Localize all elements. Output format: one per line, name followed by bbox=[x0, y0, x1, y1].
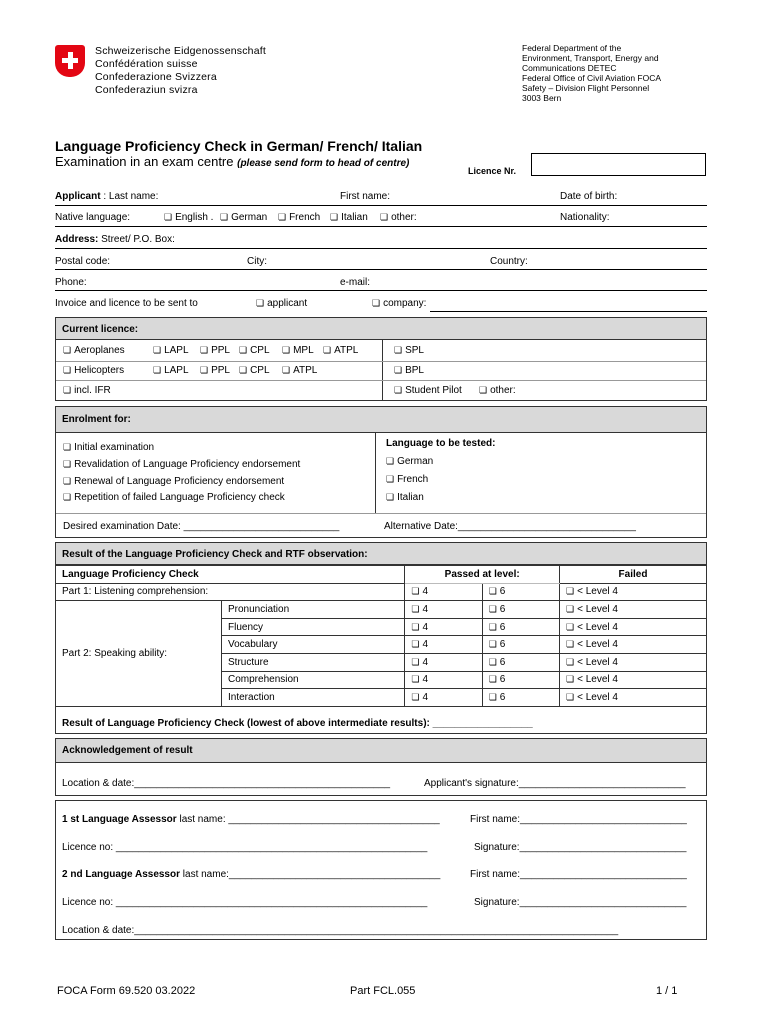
logo-line-1: Schweizerische Eidgenossenschaft bbox=[95, 45, 266, 57]
aero-mpl-checkbox[interactable]: ❏ MPL bbox=[282, 345, 314, 356]
enrolment-heading: Enrolment for: bbox=[56, 407, 706, 433]
renewal-checkbox[interactable]: ❏ Renewal of Language Proficiency endorsement bbox=[63, 476, 284, 487]
pronunciation-level6-checkbox[interactable]: ❏ 6 bbox=[489, 604, 506, 615]
result-table bbox=[55, 565, 707, 707]
skill-label: Pronunciation bbox=[222, 601, 405, 619]
current-licence-section bbox=[55, 317, 707, 401]
licence-nr-field[interactable] bbox=[531, 153, 706, 176]
city-label[interactable]: City: bbox=[247, 256, 267, 267]
form-subtitle: Examination in an exam centre (please send form to head of centre) bbox=[55, 154, 410, 169]
aero-lapl-checkbox[interactable]: ❏ LAPL bbox=[153, 345, 189, 356]
revalidation-checkbox[interactable]: ❏ Revalidation of Language Proficiency endorsement bbox=[63, 459, 300, 470]
invoice-label: Invoice and licence to be sent to bbox=[55, 298, 198, 309]
form-title: Language Proficiency Check in German/ French/ Italian bbox=[55, 138, 423, 154]
aeroplanes-checkbox[interactable]: ❏ Aeroplanes bbox=[63, 345, 125, 356]
test-italian-checkbox[interactable]: ❏ Italian bbox=[386, 492, 424, 503]
postal-code-label[interactable]: Postal code: bbox=[55, 256, 111, 267]
aero-ppl-checkbox[interactable]: ❏ PPL bbox=[200, 345, 230, 356]
test-german-checkbox[interactable]: ❏ German bbox=[386, 456, 433, 467]
native-language-label: Native language: bbox=[55, 212, 131, 223]
vocabulary-level6-checkbox[interactable]: ❏ 6 bbox=[489, 639, 506, 650]
current-licence-heading: Current licence: bbox=[56, 318, 706, 340]
vocabulary-level4-checkbox[interactable]: ❏ 4 bbox=[411, 639, 428, 650]
licence-nr-label: Licence Nr. bbox=[468, 166, 517, 176]
italian-checkbox[interactable]: ❏ Italian bbox=[330, 212, 368, 223]
nationality-label[interactable]: Nationality: bbox=[560, 212, 610, 223]
assessor1-first-name-field[interactable]: First name:______________________________ bbox=[470, 814, 687, 825]
comprehension-level4-checkbox[interactable]: ❏ 4 bbox=[411, 674, 428, 685]
french-checkbox[interactable]: ❏ French bbox=[278, 212, 320, 223]
part1-label: Part 1: Listening comprehension: bbox=[56, 583, 405, 601]
other-language-checkbox[interactable]: ❏ other: bbox=[380, 212, 417, 223]
table-row bbox=[56, 583, 707, 601]
comprehension-failed-checkbox[interactable]: ❏ < Level 4 bbox=[566, 674, 618, 685]
structure-level4-checkbox[interactable]: ❏ 4 bbox=[411, 657, 428, 668]
licence-other-checkbox[interactable]: ❏ other: bbox=[479, 385, 516, 396]
applicant-last-name-label[interactable]: Applicant : Last name: bbox=[55, 191, 159, 202]
col-passed-header: Passed at level: bbox=[405, 566, 560, 584]
address-label[interactable]: Address: Street/ P.O. Box: bbox=[55, 234, 175, 245]
listening-failed-checkbox[interactable]: ❏ < Level 4 bbox=[566, 586, 618, 597]
vocabulary-failed-checkbox[interactable]: ❏ < Level 4 bbox=[566, 639, 618, 650]
col-check-header: Language Proficiency Check bbox=[56, 566, 405, 584]
heli-ppl-checkbox[interactable]: ❏ PPL bbox=[200, 365, 230, 376]
alternative-date-field[interactable]: Alternative Date:________________________________ bbox=[384, 521, 636, 532]
heli-atpl-checkbox[interactable]: ❏ ATPL bbox=[282, 365, 317, 376]
heli-lapl-checkbox[interactable]: ❏ LAPL bbox=[153, 365, 189, 376]
spl-checkbox[interactable]: ❏ SPL bbox=[394, 345, 424, 356]
ifr-checkbox[interactable]: ❏ incl. IFR bbox=[63, 385, 111, 396]
department-address: Federal Department of the Environment, Transport, Energy and Communications DETEC Federal Office of Civil Aviation FOCA Safety – Division Flight Personnel 3003 Bern bbox=[522, 43, 662, 103]
invoice-applicant-checkbox[interactable]: ❏ applicant bbox=[256, 298, 307, 309]
aero-atpl-checkbox[interactable]: ❏ ATPL bbox=[323, 345, 358, 356]
test-french-checkbox[interactable]: ❏ French bbox=[386, 474, 428, 485]
assessor1-signature-field[interactable]: Signature:______________________________ bbox=[474, 842, 687, 853]
german-checkbox[interactable]: ❏ German bbox=[220, 212, 267, 223]
interaction-level4-checkbox[interactable]: ❏ 4 bbox=[411, 692, 428, 703]
language-tested-heading: Language to be tested: bbox=[386, 438, 496, 449]
col-failed-header: Failed bbox=[560, 566, 707, 584]
logo-line-2: Confédération suisse bbox=[95, 58, 198, 70]
result-heading: Result of the Language Proficiency Check and RTF observation: bbox=[56, 543, 706, 565]
fluency-level4-checkbox[interactable]: ❏ 4 bbox=[411, 622, 428, 633]
aero-cpl-checkbox[interactable]: ❏ CPL bbox=[239, 345, 270, 356]
repetition-checkbox[interactable]: ❏ Repetition of failed Language Proficiency check bbox=[63, 492, 285, 503]
fluency-level6-checkbox[interactable]: ❏ 6 bbox=[489, 622, 506, 633]
assessor2-first-name-field[interactable]: First name:______________________________ bbox=[470, 869, 687, 880]
helicopters-checkbox[interactable]: ❏ Helicopters bbox=[63, 365, 124, 376]
listening-level6-checkbox[interactable]: ❏ 6 bbox=[489, 586, 506, 597]
ack-location-date-field[interactable]: Location & date:______________________________________________ bbox=[62, 778, 391, 789]
table-row bbox=[56, 601, 707, 619]
assessor2-signature-field[interactable]: Signature:______________________________ bbox=[474, 897, 687, 908]
student-pilot-checkbox[interactable]: ❏ Student Pilot bbox=[394, 385, 462, 396]
skill-label: Comprehension bbox=[222, 671, 405, 689]
assessor2-last-name-field[interactable]: 2 nd Language Assessor last name:______________________________________ bbox=[62, 869, 441, 880]
country-label[interactable]: Country: bbox=[490, 256, 528, 267]
comprehension-level6-checkbox[interactable]: ❏ 6 bbox=[489, 674, 506, 685]
phone-label[interactable]: Phone: bbox=[55, 277, 87, 288]
assessor1-last-name-field[interactable]: 1 st Language Assessor last name: ______________________________________ bbox=[62, 814, 440, 825]
structure-level6-checkbox[interactable]: ❏ 6 bbox=[489, 657, 506, 668]
english-checkbox[interactable]: ❏ English . bbox=[164, 212, 213, 223]
footer-form-number: FOCA Form 69.520 03.2022 bbox=[57, 985, 196, 997]
pronunciation-level4-checkbox[interactable]: ❏ 4 bbox=[411, 604, 428, 615]
skill-label: Fluency bbox=[222, 618, 405, 636]
applicant-signature-field[interactable]: Applicant's signature:______________________________ bbox=[424, 778, 686, 789]
first-name-label[interactable]: First name: bbox=[340, 191, 391, 202]
skill-label: Vocabulary bbox=[222, 636, 405, 654]
skill-label: Structure bbox=[222, 653, 405, 671]
pronunciation-failed-checkbox[interactable]: ❏ < Level 4 bbox=[566, 604, 618, 615]
acknowledgement-heading: Acknowledgement of result bbox=[56, 739, 706, 763]
swiss-cross-icon bbox=[55, 45, 85, 77]
assessor2-licence-field[interactable]: Licence no: ________________________________________________________ bbox=[62, 897, 428, 908]
result-summary-field[interactable]: Result of Language Proficiency Check (lowest of above intermediate results): __________________ bbox=[62, 718, 533, 729]
part2-label: Part 2: Speaking ability: bbox=[56, 601, 222, 707]
interaction-level6-checkbox[interactable]: ❏ 6 bbox=[489, 692, 506, 703]
logo-line-4: Confederaziun svizra bbox=[95, 84, 198, 96]
invoice-company-checkbox[interactable]: ❏ company: bbox=[372, 298, 426, 309]
skill-label: Interaction bbox=[222, 689, 405, 707]
bpl-checkbox[interactable]: ❏ BPL bbox=[394, 365, 424, 376]
dob-label[interactable]: Date of birth: bbox=[560, 191, 618, 202]
heli-cpl-checkbox[interactable]: ❏ CPL bbox=[239, 365, 270, 376]
interaction-failed-checkbox[interactable]: ❏ < Level 4 bbox=[566, 692, 618, 703]
logo-line-3: Confederazione Svizzera bbox=[95, 71, 217, 83]
assessor-location-date-field[interactable]: Location & date:_______________________________________________________________________________________ bbox=[62, 925, 619, 936]
assessor1-licence-field[interactable]: Licence no: ________________________________________________________ bbox=[62, 842, 428, 853]
initial-exam-checkbox[interactable]: ❏ Initial examination bbox=[63, 442, 154, 453]
structure-failed-checkbox[interactable]: ❏ < Level 4 bbox=[566, 657, 618, 668]
enrolment-section bbox=[55, 406, 707, 538]
fluency-failed-checkbox[interactable]: ❏ < Level 4 bbox=[566, 622, 618, 633]
footer-page: 1 / 1 bbox=[656, 985, 678, 997]
email-label[interactable]: e-mail: bbox=[340, 277, 371, 288]
desired-date-field[interactable]: Desired examination Date: ____________________________ bbox=[63, 521, 340, 532]
footer-part: Part FCL.055 bbox=[350, 985, 416, 997]
listening-level4-checkbox[interactable]: ❏ 4 bbox=[411, 586, 428, 597]
